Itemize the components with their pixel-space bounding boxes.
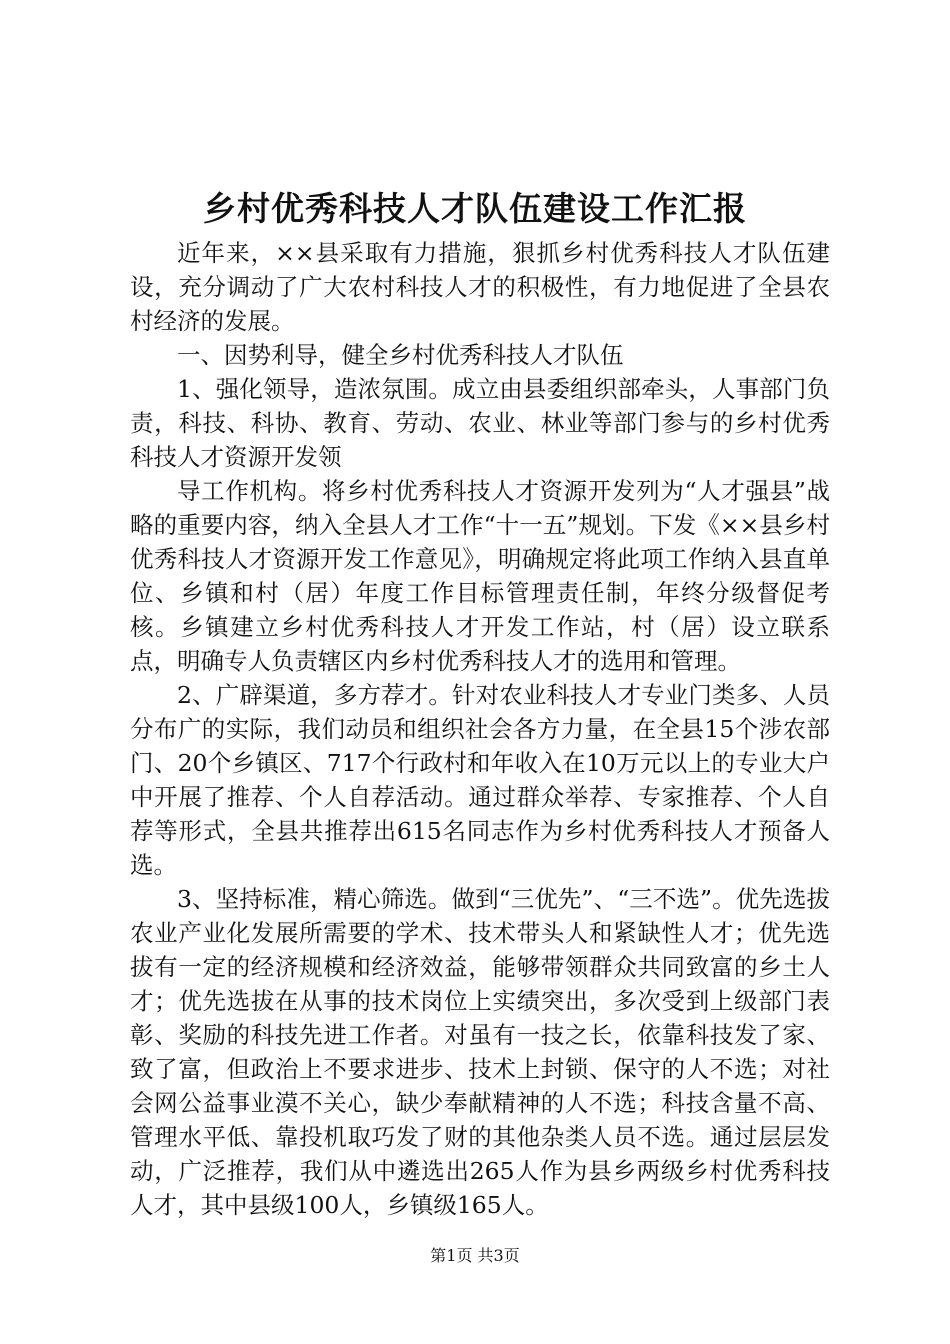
paragraph-item-1-continued: 导工作机构。将乡村优秀科技人才资源开发列为“人才强县”战略的重要内容，纳入全县人才工作“十一五”规划。下发《××县乡村优秀科技人才资源开发工作意见》，明确规定将此项工作纳入县直单位、乡镇和村（居）年度工作目标管理责任制，年终分级督促考核。乡镇建立乡村优秀科技人才开发工作站，村（居）设立联系点，明确专人负责辖区内乡村优秀科技人才的选用和管理。 [130, 477, 830, 675]
document-body [130, 236, 830, 1222]
paragraph-item-2: 2、广辟渠道，多方荐才。针对农业科技人才专业门类多、人员分布广的实际，我们动员和组织社会各方力量，在全县15个涉农部门、20个乡镇区、717个行政村和年收入在10万元以上的专业大户中开展了推荐、个人自荐活动。通过群众举荐、专家推荐、个人自荐等形式，全县共推荐出615名同志作为乡村优秀科技人才预备人选。 [130, 681, 830, 879]
document-title: 乡村优秀科技人才队伍建设工作汇报 [203, 189, 747, 228]
paragraph-item-1: 1、强化领导，造浓氛围。成立由县委组织部牵头，人事部门负责，科技、科协、教育、劳动、农业、林业等部门参与的乡村优秀科技人才资源开发领 [130, 375, 830, 471]
section-heading-1: 一、因势利导，健全乡村优秀科技人才队伍 [177, 341, 624, 369]
paragraph-item-3: 3、坚持标准，精心筛选。做到“三优先”、“三不选”。优先选拔农业产业化发展所需要的学术、技术带头人和紧缺性人才；优先选拔有一定的经济规模和经济效益，能够带领群众共同致富的乡土人才；优先选拔在从事的技术岗位上实绩突出，多次受到上级部门表彰、奖励的科技先进工作者。对虽有一技之长，依靠科技发了家、致了富，但政治上不要求进步、技术上封锁、保守的人不选；对社会网公益事业漠不关心，缺少奉献精神的人不选；科技含量不高、管理水平低、靠投机取巧发了财的其他杂类人员不选。通过层层发动，广泛推荐，我们从中遴选出265人作为县乡两级乡村优秀科技人才，其中县级100人，乡镇级165人。 [130, 885, 830, 1219]
page-number-footer: 第1页 共3页 [430, 1246, 520, 1265]
paragraph-intro: 近年来，××县采取有力措施，狠抓乡村优秀科技人才队伍建设，充分调动了广大农村科技人才的积极性，有力地促进了全县农村经济的发展。 [130, 239, 830, 335]
